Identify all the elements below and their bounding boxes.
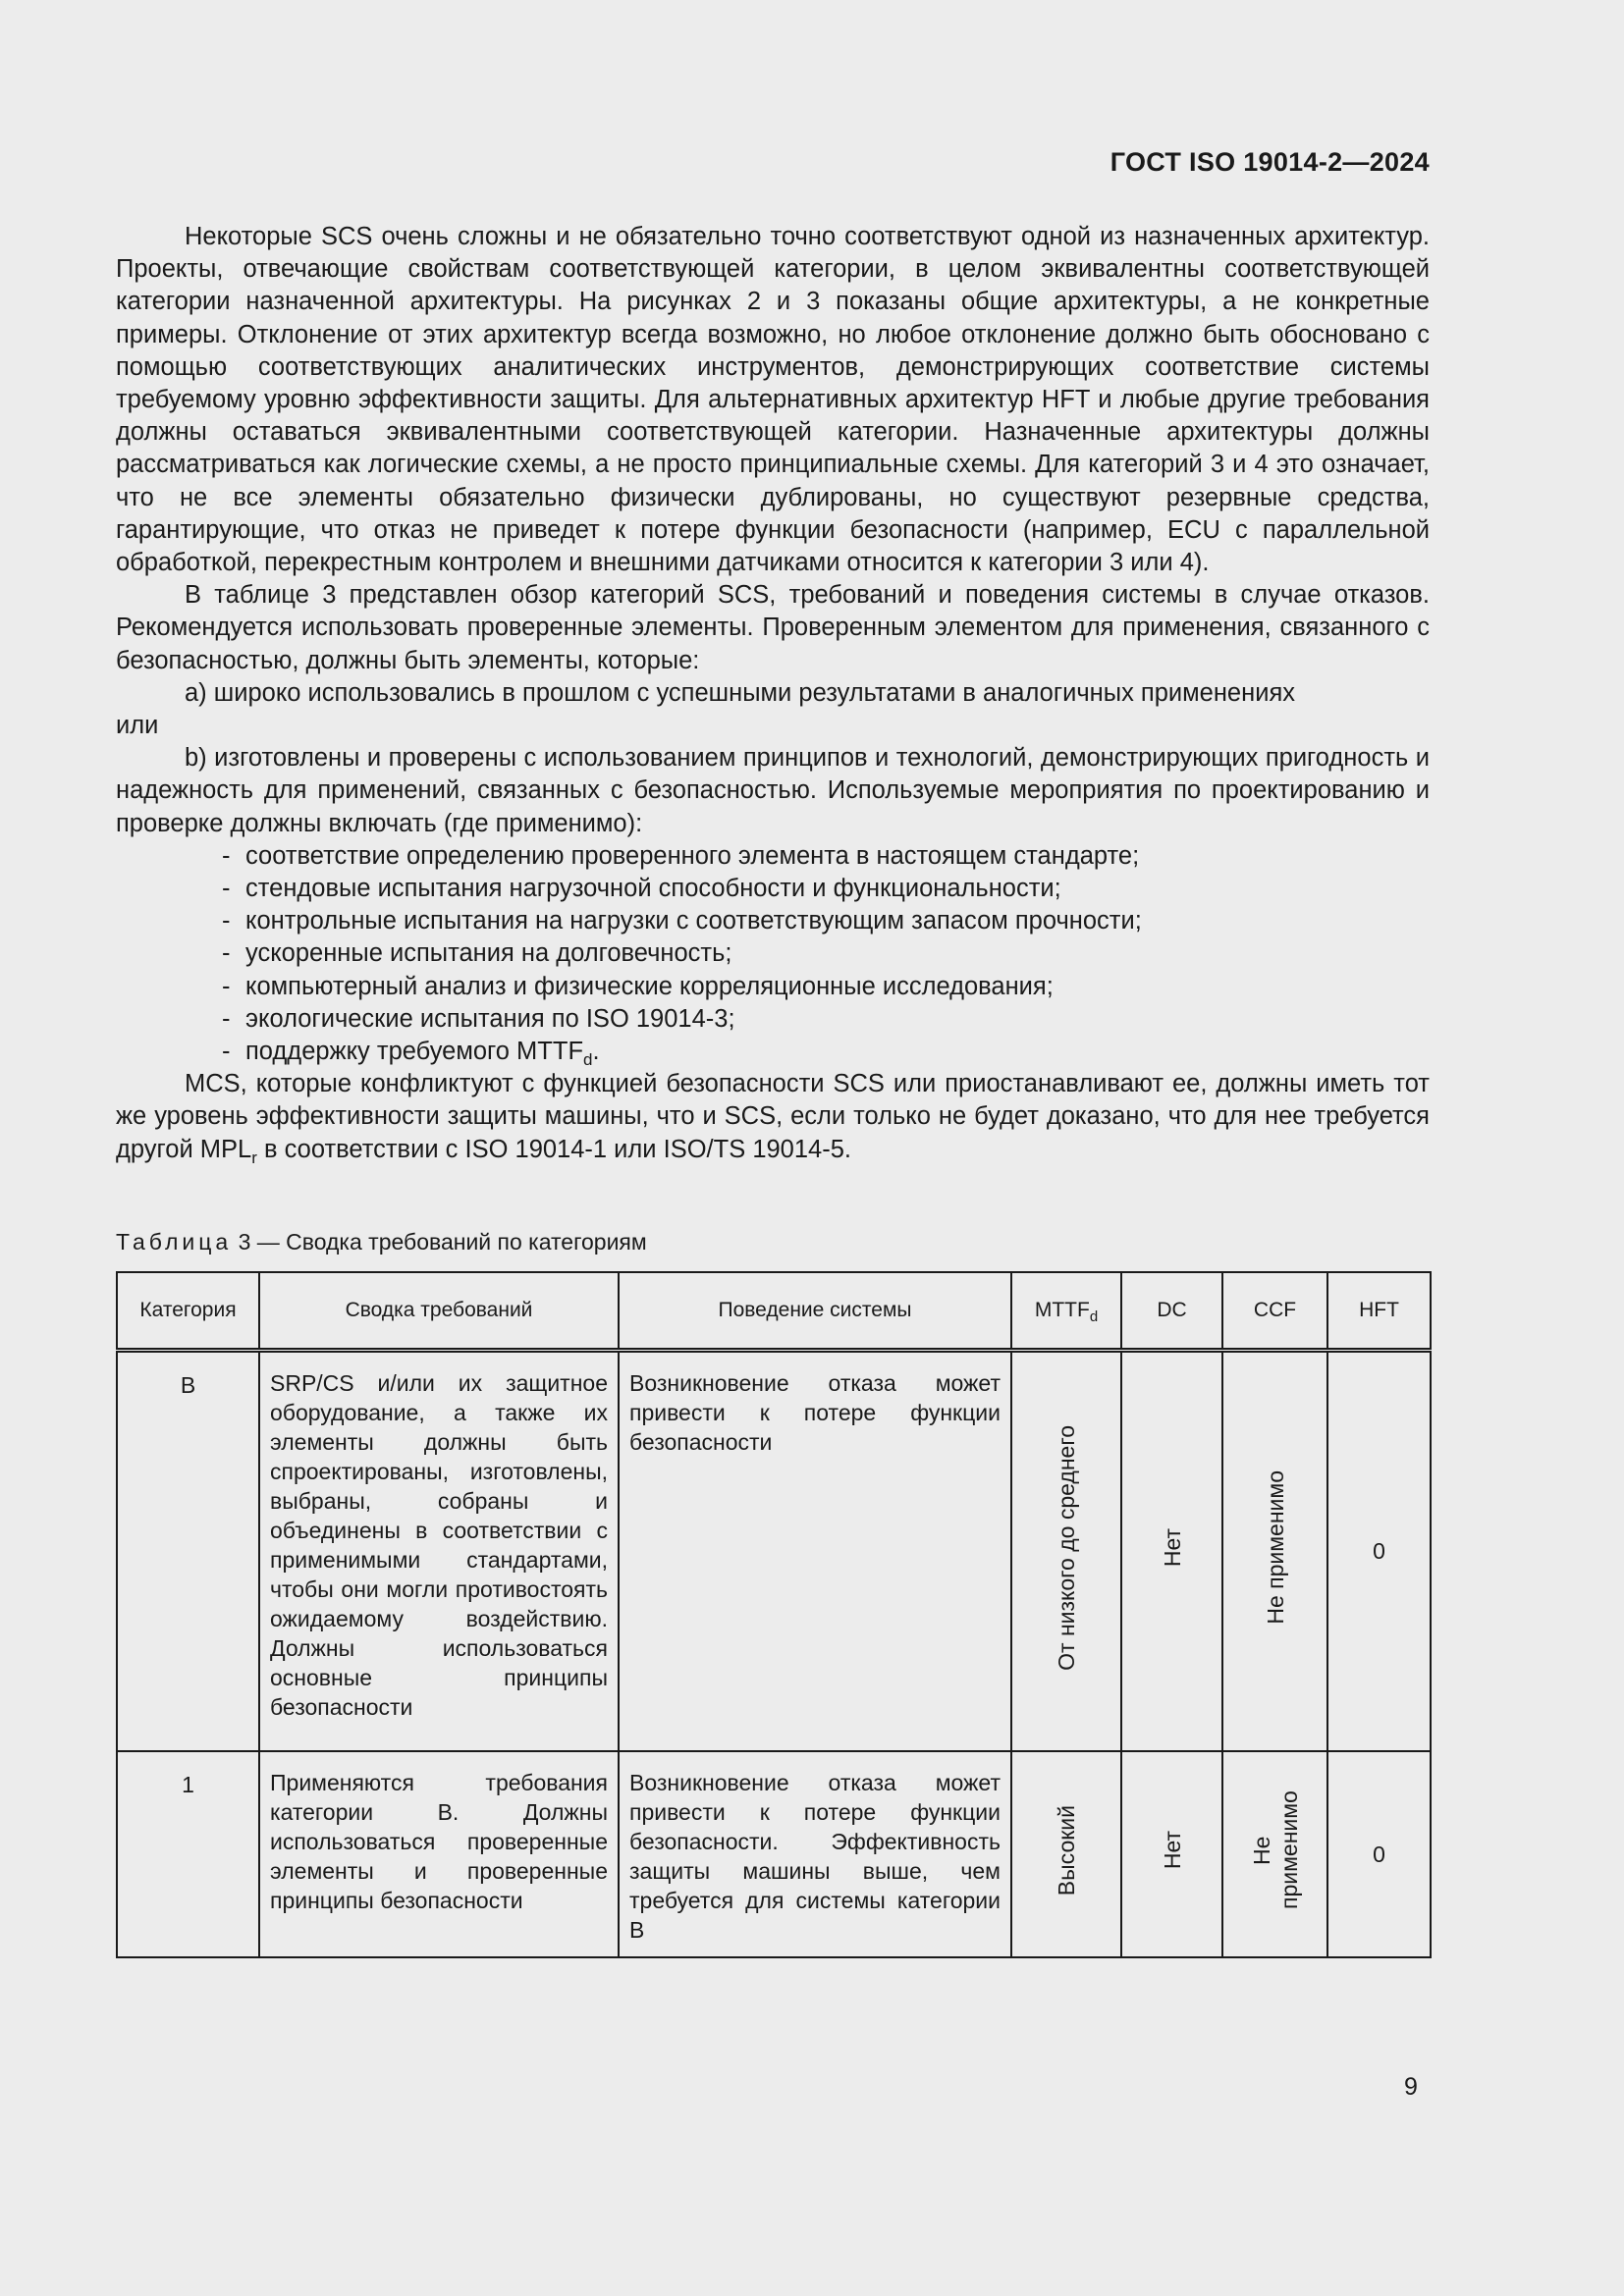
list-item-b: b) изготовлены и проверены с использованием принципов и технологий, демонстрирующих пригодность и надежность для применений, связанных с безопасностью. Используемые мероприятия по проектированию и проверке должны включать (где применимо): bbox=[116, 744, 1430, 837]
cell-hft: 0 bbox=[1327, 1351, 1431, 1751]
cell-category: 1 bbox=[117, 1751, 259, 1957]
cell-dc: Нет bbox=[1121, 1351, 1222, 1751]
document-header: ГОСТ ISO 19014-2—2024 bbox=[1110, 147, 1430, 177]
cell-mttf: Высокий bbox=[1011, 1751, 1121, 1957]
cell-summary: SRP/CS и/или их защитное оборудование, а также их элементы должны быть спроектированы, изготовлены, выбраны, собраны и объединены в соответствии с применимыми стандартами, чтобы они могли противостоять ожидаемому воздействию. Должны использоваться основные принципы безопасности bbox=[259, 1351, 619, 1751]
cell-dc: Нет bbox=[1121, 1751, 1222, 1957]
requirements-table bbox=[116, 1271, 1432, 1958]
cell-hft: 0 bbox=[1327, 1751, 1431, 1957]
measure-item: - компьютерный анализ и физические корреляционные исследования; bbox=[222, 972, 1054, 1000]
measure-item: - контрольные испытания на нагрузки с соответствующим запасом прочности; bbox=[222, 907, 1142, 935]
measure-item: - поддержку требуемого $MTTF_d$. bbox=[222, 1038, 600, 1070]
measure-item: - стендовые испытания нагрузочной способности и функциональности; bbox=[222, 875, 1061, 903]
measures-list bbox=[116, 840, 1430, 1068]
table-row bbox=[117, 1751, 1431, 1957]
cell-mttf: От низкого до среднего bbox=[1011, 1351, 1121, 1751]
paragraph-table-overview: В таблице 3 представлен обзор категорий SCS, требований и поведения системы в случае отказов. Рекомендуется использовать проверенные элементы. Проверенным элементом для применения, связанного с безопасностью, должны быть элементы, которые: bbox=[116, 581, 1430, 674]
cell-ccf: Не применимо bbox=[1222, 1751, 1327, 1957]
header-category: Категория bbox=[117, 1272, 259, 1351]
header-dc: DC bbox=[1121, 1272, 1222, 1351]
measure-item: - экологические испытания по ISO 19014-3; bbox=[222, 1004, 735, 1033]
list-item-a: a) широко использовались в прошлом с успешными результатами в аналогичных применениях bbox=[185, 678, 1296, 707]
list-item-a-continuation: или bbox=[116, 712, 159, 740]
table-row bbox=[117, 1351, 1431, 1751]
body-text bbox=[116, 221, 1430, 1166]
page-number: 9 bbox=[1404, 2073, 1418, 2101]
paragraph-mcs: MCS, которые конфликтуют с функцией безопасности SCS или приостанавливают ее, должны иметь тот же уровень эффективности защиты машины, что и SCS, если только не будет доказано, что для нее требуется другой $MPL_r$ в соответствии с ISO 19014-1 или ISO/TS 19014-5. bbox=[116, 1070, 1430, 1167]
measure-item: - соответствие определению проверенного элемента в настоящем стандарте; bbox=[222, 841, 1140, 870]
table-caption: Таблица 3 — Сводка требований по категориям bbox=[116, 1229, 647, 1255]
header-ccf: CCF bbox=[1222, 1272, 1327, 1351]
header-behavior: Поведение системы bbox=[619, 1272, 1011, 1351]
measure-item: - ускоренные испытания на долговечность; bbox=[222, 939, 732, 968]
paragraph-architectures: Некоторые SCS очень сложны и не обязательно точно соответствуют одной из назначенных архитектур. Проекты, отвечающие свойствам соответствующей категории, в целом эквивалентны соответствующей категории назначенной архитектуры. На рисунках 2 и 3 показаны общие архитектуры, а не конкретные примеры. Отклонение от этих архитектур всегда возможно, но любое отклонение должно быть обосновано с помощью соответствующих аналитических инструментов, демонстрирующих соответствие системы требуемому уровню эффективности защиты. Для альтернативных архитектур HFT и любые другие требования должны оставаться эквивалентными соответствующей категории. Назначенные архитектуры должны рассматриваться как логические схемы, а не просто принципиальные схемы. Для категорий 3 и 4 это означает, что не все элементы обязательно физически дублированы, но существуют резервные средства, гарантирующие, что отказ не приведет к потере функции безопасности (например, ECU с параллельной обработкой, перекрестным контролем и внешними датчиками относится к категории 3 или 4). bbox=[116, 223, 1430, 577]
header-mttf: $MTTF_d$ bbox=[1011, 1272, 1121, 1351]
cell-behavior: Возникновение отказа может привести к потере функции безопасности bbox=[619, 1351, 1011, 1751]
cell-ccf: Не применимо bbox=[1222, 1351, 1327, 1751]
cell-category: B bbox=[117, 1351, 259, 1751]
header-summary: Сводка требований bbox=[259, 1272, 619, 1351]
table-header-row bbox=[117, 1272, 1431, 1351]
header-hft: HFT bbox=[1327, 1272, 1431, 1351]
cell-behavior: Возникновение отказа может привести к потере функции безопасности. Эффективность защиты машины выше, чем требуется для системы категории B bbox=[619, 1751, 1011, 1957]
cell-summary: Применяются требования категории B. Должны использоваться проверенные элементы и проверенные принципы безопасности bbox=[259, 1751, 619, 1957]
